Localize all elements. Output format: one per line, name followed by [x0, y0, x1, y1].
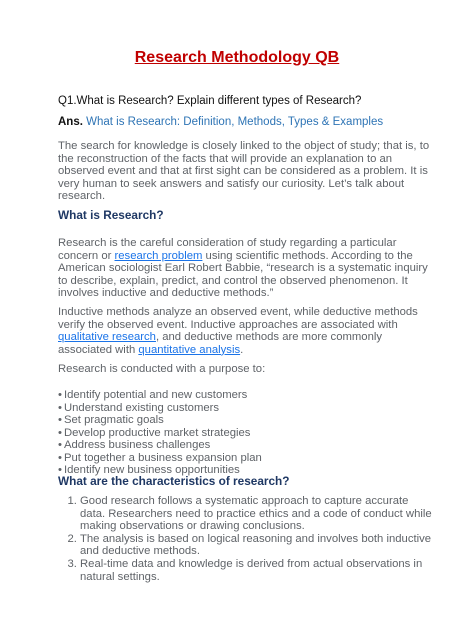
list-item: • Set pragmatic goals — [58, 414, 262, 427]
answer-line — [58, 116, 383, 128]
list-item: 2. The analysis is based on logical reasoning and involves both inductive and deductive methods. — [80, 533, 432, 558]
quantitative-analysis-link[interactable]: quantitative analysis — [138, 343, 241, 356]
list-item: • Develop productive market strategies — [58, 427, 262, 440]
inductive-text-start: Inductive methods analyze an observed event, while deductive methods verify the observed event. Inductive approaches are associated with — [58, 306, 418, 331]
characteristics-list — [58, 495, 432, 583]
document-title: Research Methodology QB — [134, 49, 340, 66]
list-item: 1. Good research follows a systematic approach to capture accurate data. Researchers need to practice ethics and a code of conduct while making observations or drawing conclusions. — [80, 495, 432, 533]
answer-heading: What is Research: Definition, Methods, Types & Examples — [86, 116, 384, 128]
definition-text-start: Research is the careful consideration of study regarding a particular concern or — [58, 237, 397, 262]
characteristics-heading: What are the characteristics of research? — [58, 474, 290, 488]
answer-label: Ans. — [58, 116, 83, 128]
inductive-text-middle: , and deductive methods are more commonly associated with — [58, 331, 383, 356]
definition-text-end: using scientific methods. According to the American sociologist Earl Robert Babbie, “research is a systematic inquiry to describe, explain, predict, and control the observed phenomenon. It involves inductive and deductive methods.” — [58, 249, 428, 300]
definition-paragraph — [58, 237, 430, 300]
list-item: • Understand existing customers — [58, 402, 262, 415]
list-item: 3. Real-time data and knowledge is derived from actual observations in natural settings. — [80, 558, 432, 583]
qualitative-research-link[interactable]: qualitative research — [58, 331, 156, 344]
what-is-research-heading: What is Research? — [58, 208, 164, 222]
question-1: Q1.What is Research? Explain different types of Research? — [58, 95, 362, 107]
list-item: • Identify potential and new customers — [58, 389, 262, 402]
intro-paragraph: The search for knowledge is closely linked to the object of study; that is, to the reconstruction of the facts that will provide an explanation to an observed event and that at first sight can be considered as a problem. It is very human to seek answers and satisfy our curiosity. Let’s talk about research. — [58, 140, 430, 203]
list-item: • Identify new business opportunities — [58, 464, 262, 477]
research-problem-link[interactable]: research problem — [114, 249, 203, 262]
list-item: • Address business challenges — [58, 439, 262, 452]
list-item: • Put together a business expansion plan — [58, 452, 262, 465]
inductive-text-end: . — [240, 343, 244, 356]
purpose-intro: Research is conducted with a purpose to: — [58, 363, 266, 375]
purpose-list — [58, 389, 262, 477]
inductive-paragraph — [58, 306, 430, 356]
